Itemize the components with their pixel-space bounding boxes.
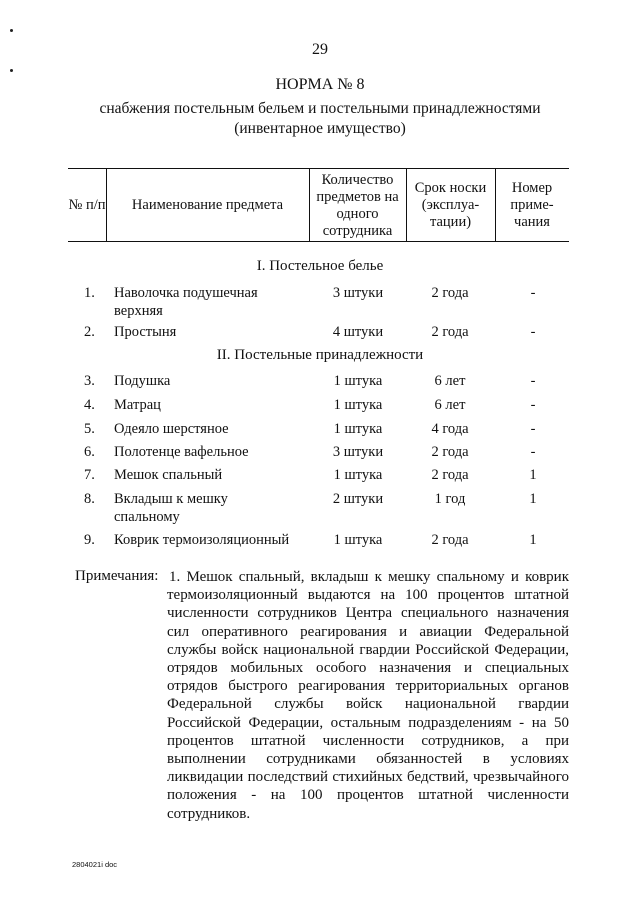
row-1-qty: 3 штуки xyxy=(332,285,384,301)
page-number: 29 xyxy=(312,41,328,58)
row-1-note: - xyxy=(530,285,536,301)
row-6-term: 2 года xyxy=(431,444,469,460)
row-4-term: 6 лет xyxy=(434,397,466,413)
row-5-note: - xyxy=(530,421,536,437)
norm-subtitle xyxy=(0,99,640,139)
row-7-qty: 1 штука xyxy=(333,467,383,483)
row-8-num: 8. xyxy=(84,491,95,507)
row-7-name: Мешок спальный xyxy=(114,467,223,483)
row-3-term: 6 лет xyxy=(434,373,466,389)
row-6-qty: 3 штуки xyxy=(332,444,384,460)
header-term: Срок носки (эксплуа- тации) xyxy=(414,180,487,230)
row-5-num: 5. xyxy=(84,421,95,437)
row-7-term: 2 года xyxy=(431,467,469,483)
section-heading-linen: I. Постельное белье xyxy=(256,258,384,274)
row-2-qty: 4 штуки xyxy=(332,324,384,340)
row-4-name: Матрац xyxy=(114,397,161,413)
section-heading-accessories: II. Постельные принадлежности xyxy=(216,347,424,363)
row-2-note: - xyxy=(530,324,536,340)
row-6-num: 6. xyxy=(84,444,95,460)
header-note: Номер приме- чания xyxy=(510,180,554,230)
row-8-term: 1 год xyxy=(434,491,466,507)
row-4-num: 4. xyxy=(84,397,95,413)
row-9-num: 9. xyxy=(84,532,95,548)
notes-label: Примечания: xyxy=(75,568,159,584)
notes-text: 1. Мешок спальный, вкладыш к мешку спальному и коврик термоизоляционный выдаются на 100 процентов штатной численности сотрудников Центра специального назначения сил оперативного реагирования и авиации Федеральной службы войск национальной гвардии Российской Федерации, отрядов мобильных особого назначения и специальных отрядов быстрого реагирования территориальных органов Федеральной службы войск национальной гвардии Российской Федерации, остальным подразделениям - на 50 процентов штатной численности сотрудников, а при выполнении сотрудниками обязанностей в условиях ликвидации последствий стихийных бедствий, чрезвычайного положения - на 100 процентов штатной численности сотрудников. xyxy=(167,569,569,822)
row-2-name: Простыня xyxy=(114,324,177,340)
margin-dot-top xyxy=(10,29,13,32)
row-8-name: Вкладыш к мешку спальному xyxy=(114,491,228,525)
row-5-term: 4 года xyxy=(431,421,469,437)
row-3-num: 3. xyxy=(84,373,95,389)
header-num: № п/п xyxy=(68,197,106,213)
row-2-term: 2 года xyxy=(431,324,469,340)
row-9-note: 1 xyxy=(529,532,537,548)
row-3-name: Подушка xyxy=(114,373,171,389)
row-6-note: - xyxy=(530,444,536,460)
subtitle-line-2: (инвентарное имущество) xyxy=(234,120,406,137)
row-4-note: - xyxy=(530,397,536,413)
row-4-qty: 1 штука xyxy=(333,397,383,413)
row-1-term: 2 года xyxy=(431,285,469,301)
row-9-term: 2 года xyxy=(431,532,469,548)
row-9-qty: 1 штука xyxy=(333,532,383,548)
subtitle-line-1: снабжения постельным бельем и постельными принадлежностями xyxy=(99,100,541,117)
row-2-num: 2. xyxy=(84,324,95,340)
header-name: Наименование предмета xyxy=(131,197,284,213)
row-5-name: Одеяло шерстяное xyxy=(114,421,229,437)
file-reference-footer: 2804021i doc xyxy=(72,860,118,869)
row-7-note: 1 xyxy=(529,467,537,483)
row-3-qty: 1 штука xyxy=(333,373,383,389)
row-8-note: 1 xyxy=(529,491,537,507)
row-3-note: - xyxy=(530,373,536,389)
row-6-name: Полотенце вафельное xyxy=(114,444,249,460)
row-8-qty: 2 штуки xyxy=(332,491,384,507)
row-1-num: 1. xyxy=(84,285,95,301)
row-1-name: Наволочка подушечная верхняя xyxy=(114,285,258,319)
row-7-num: 7. xyxy=(84,467,95,483)
row-5-qty: 1 штука xyxy=(333,421,383,437)
margin-dot-bottom xyxy=(10,69,13,72)
header-qty: Количество предметов на одного сотрудника xyxy=(316,171,399,239)
norm-title: НОРМА № 8 xyxy=(275,76,365,93)
row-9-name: Коврик термоизоляционный xyxy=(114,532,290,548)
